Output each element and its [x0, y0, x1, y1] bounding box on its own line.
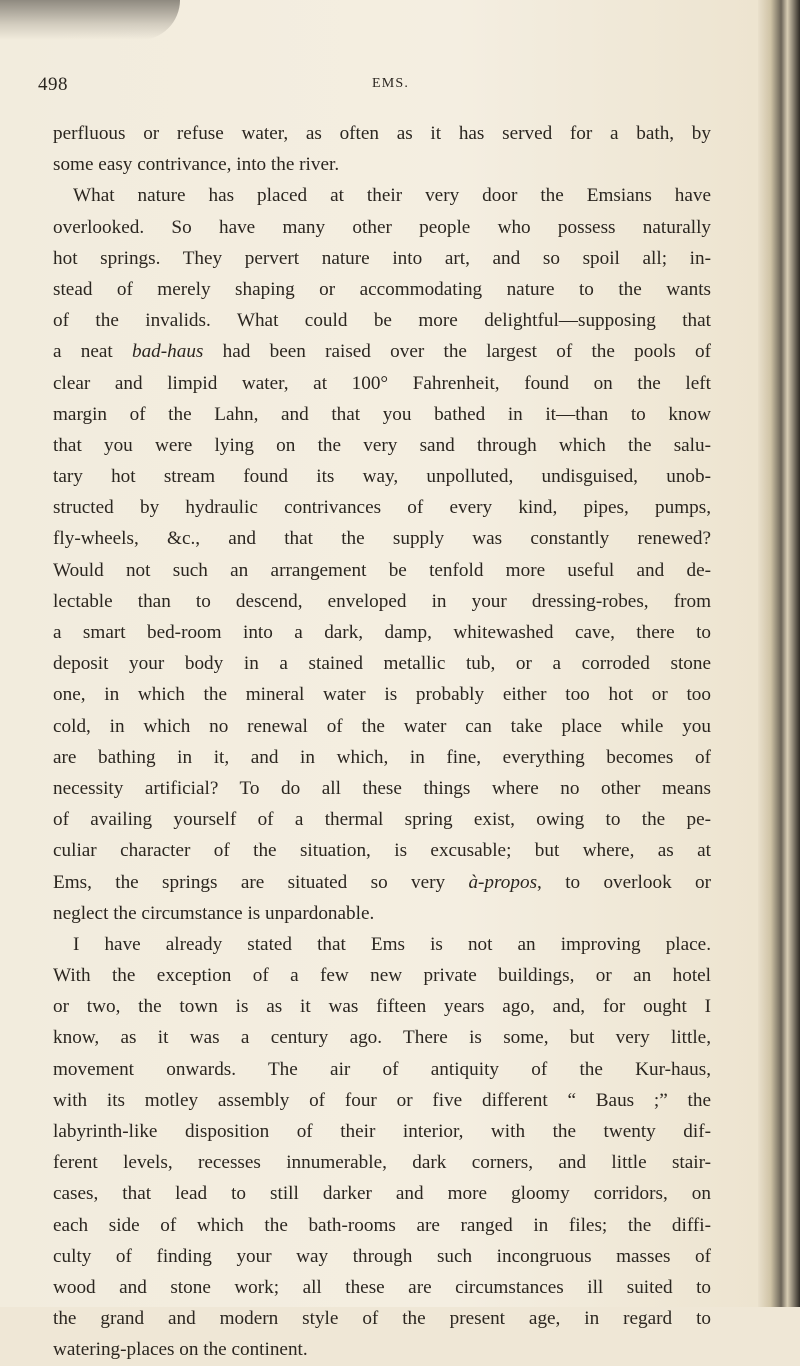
text-line: some easy contrivance, into the river.: [53, 154, 340, 176]
text-line: lectable than to descend, enveloped in your dressing-robes, from: [53, 590, 711, 612]
text-line: of the invalids. What could be more delightful—supposing that: [53, 310, 711, 332]
text-line: each side of which the bath-rooms are ranged in files; the diffi-: [53, 1214, 711, 1236]
text-line: I have already stated that Ems is not an improving place.: [73, 933, 711, 955]
text-line: wood and stone work; all these are circumstances ill suited to: [53, 1276, 711, 1298]
text-line: cases, that lead to still darker and more gloomy corridors, on: [53, 1183, 711, 1205]
text-line: necessity artificial? To do all these things where no other means: [53, 777, 711, 799]
text-line: Would not such an arrangement be tenfold more useful and de-: [53, 559, 711, 581]
running-head: [38, 74, 678, 100]
text-line: hot springs. They pervert nature into art, and so spoil all; in-: [53, 247, 711, 269]
running-title: EMS.: [372, 76, 410, 91]
text-line: neglect the circumstance is unpardonable.: [53, 902, 375, 924]
text-line: What nature has placed at their very door the Emsians have: [73, 185, 711, 207]
body-text: [53, 118, 711, 1366]
text-line: one, in which the mineral water is probably either too hot or too: [53, 684, 711, 706]
text-line: deposit your body in a stained metallic tub, or a corroded stone: [53, 653, 711, 675]
text-line: culty of finding your way through such incongruous masses of: [53, 1245, 711, 1267]
text-line: overlooked. So have many other people who possess naturally: [53, 216, 711, 238]
text-line: with its motley assembly of four or five different “ Baus ;” the: [53, 1089, 711, 1111]
text-line: movement onwards. The air of antiquity of the Kur-haus,: [53, 1058, 711, 1080]
text-line: that you were lying on the very sand through which the salu-: [53, 434, 711, 456]
text-line: a neat bad-haus had been raised over the largest of the pools of: [53, 341, 711, 363]
text-line: fly-wheels, &c., and that the supply was constantly renewed?: [53, 528, 711, 550]
text-line: clear and limpid water, at 100° Fahrenheit, found on the left: [53, 372, 711, 394]
text-line: watering-places on the continent.: [53, 1339, 308, 1361]
text-line: are bathing in it, and in which, in fine, everything becomes of: [53, 746, 711, 768]
text-line: cold, in which no renewal of the water can take place while you: [53, 715, 711, 737]
book-spine-edge: [758, 0, 800, 1307]
text-line: With the exception of a few new private buildings, or an hotel: [53, 965, 711, 987]
text-line: a smart bed-room into a dark, damp, whitewashed cave, there to: [53, 622, 711, 643]
page-corner-shadow: [0, 0, 180, 40]
text-line: stead of merely shaping or accommodating nature to the wants: [53, 278, 711, 300]
text-line: structed by hydraulic contrivances of every kind, pipes, pumps,: [53, 497, 711, 519]
text-line: or two, the town is as it was fifteen years ago, and, for ought I: [53, 996, 711, 1018]
text-line: perfluous or refuse water, as often as it has served for a bath, by: [53, 123, 711, 144]
text-line: margin of the Lahn, and that you bathed in it—than to know: [53, 403, 711, 425]
text-line: labyrinth-like disposition of their interior, with the twenty dif-: [53, 1121, 711, 1142]
text-line: Ems, the springs are situated so very à-propos, to overlook or: [53, 871, 711, 893]
text-line: of availing yourself of a thermal spring exist, owing to the pe-: [53, 809, 711, 831]
text-line: tary hot stream found its way, unpolluted, undisguised, unob-: [53, 466, 711, 488]
text-line: know, as it was a century ago. There is some, but very little,: [53, 1027, 711, 1049]
text-line: the grand and modern style of the present age, in regard to: [53, 1308, 711, 1330]
text-line: ferent levels, recesses innumerable, dark corners, and little stair-: [53, 1152, 711, 1174]
text-line: culiar character of the situation, is excusable; but where, as at: [53, 840, 711, 862]
page-number: 498: [38, 74, 68, 95]
